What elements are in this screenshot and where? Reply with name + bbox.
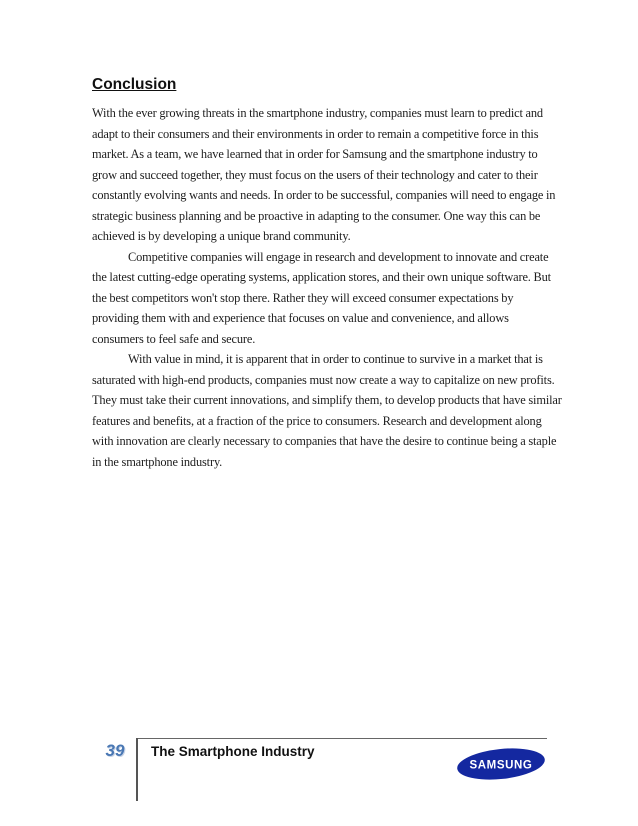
footer-vertical-rule [136, 738, 138, 801]
footer-divider [136, 738, 547, 739]
paragraph-3: With value in mind, it is apparent that in order to continue to survive in a market that is saturated with high-end products, companies must now create a way to capitalize on new profits. They must take their current innovations, and simplify them, to develop products that have similar features and benefits, at a fraction of the price to consumers. Research and development along with innovation are clearly necessary to companies that have the desire to continue being a staple in the smartphone industry. [92, 352, 562, 469]
body-text [92, 103, 562, 472]
footer-title: The Smartphone Industry [151, 744, 315, 759]
page-number: 39 [105, 741, 125, 760]
logo-text: SAMSUNG [469, 759, 533, 772]
paragraph-1: With the ever growing threats in the smartphone industry, companies must learn to predict and adapt to their consumers and their environments in order to remain a competitive force in this market. As a team, we have learned that in order for Samsung and the smartphone industry to grow and succeed together, they must focus on the users of their technology and cater to their constantly evolving wants and needs. In order to be successful, companies will need to engage in strategic business planning and be proactive in adapting to the consumer. One way this can be achieved is by developing a unique brand community. [92, 106, 556, 243]
section-heading: Conclusion [92, 76, 177, 93]
samsung-logo-icon [455, 744, 547, 784]
paragraph-2: Competitive companies will engage in research and development to innovate and create the latest cutting-edge operating systems, application stores, and their own unique software. But the best competitors won't stop there. Rather they will exceed consumer expectations by providing them with and experience that focuses on value and convenience, and allows consumers to feel safe and secure. [92, 249, 551, 346]
